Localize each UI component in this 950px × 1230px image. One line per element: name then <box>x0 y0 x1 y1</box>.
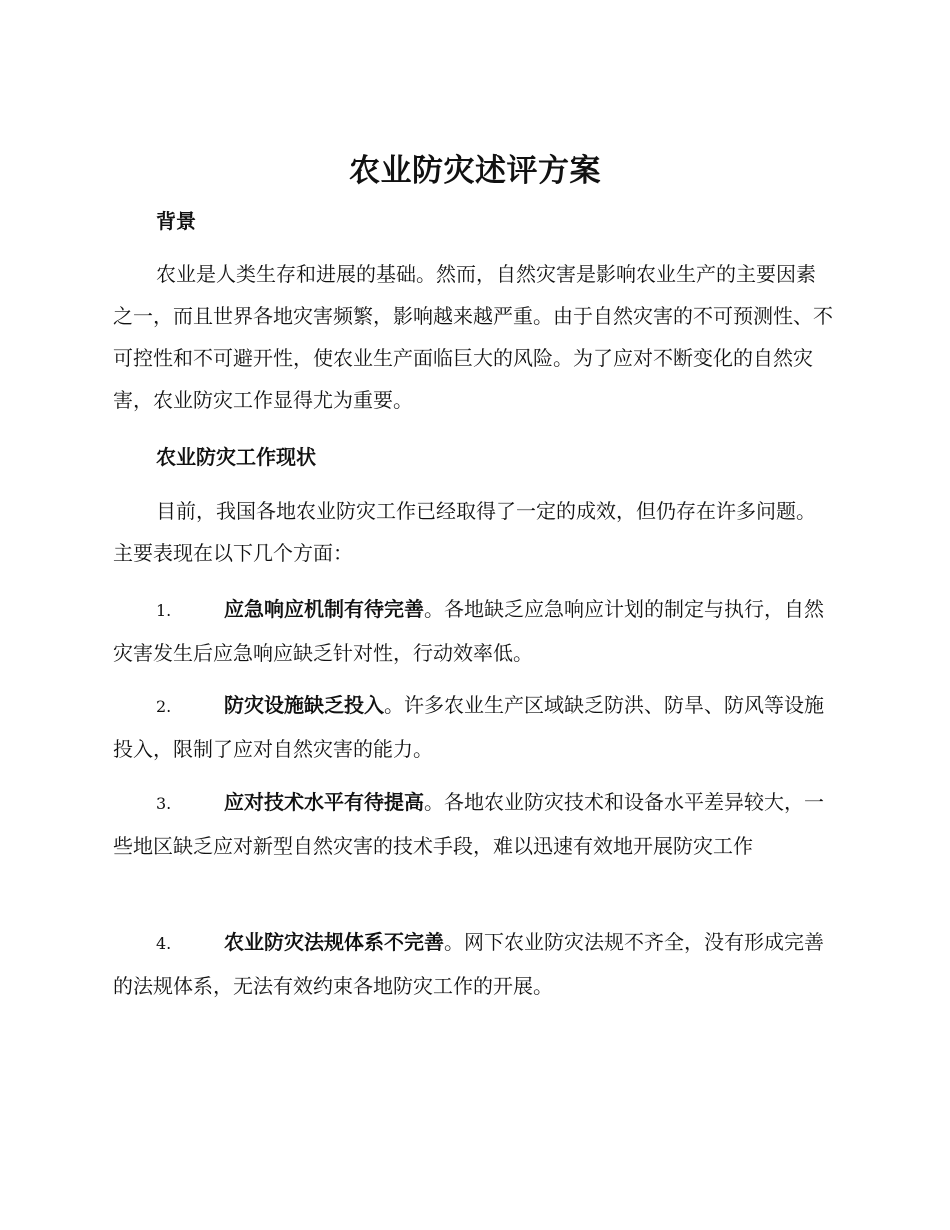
list-item-lead: 应对技术水平有待提高 <box>224 790 424 814</box>
section-heading-background: 背景 <box>156 209 196 233</box>
list-item-3 <box>113 781 833 867</box>
list-item-number: 3. <box>156 794 172 813</box>
list-item-text: 。各地农业防灾技术和设备水平差异较大，一些地区缺乏应对新型自然灾害的技术手段，难以迅速有效地开展防灾工作 <box>113 790 824 858</box>
list-item-text: 。各地缺乏应急响应计划的制定与执行，自然灾害发生后应急响应缺乏针对性，行动效率低。 <box>113 597 824 665</box>
list-item-number: 2. <box>156 697 172 716</box>
list-item-text: 。网下农业防灾法规不齐全，没有形成完善的法规体系，无法有效约束各地防灾工作的开展。 <box>113 930 824 998</box>
section-heading-status: 农业防灾工作现状 <box>156 445 316 469</box>
list-item-lead: 防灾设施缺乏投入 <box>224 693 384 717</box>
status-paragraph: 目前，我国各地农业防灾工作已经取得了一定的成效，但仍存在许多问题。主要表现在以下几个方面： <box>113 499 816 565</box>
list-item-1 <box>113 588 833 674</box>
list-item-4 <box>113 921 833 1007</box>
list-item-number: 1. <box>156 601 172 620</box>
list-item-text: 。许多农业生产区域缺乏防洪、防旱、防风等设施投入，限制了应对自然灾害的能力。 <box>113 693 824 761</box>
list-item-2 <box>113 684 833 770</box>
list-item-lead: 应急响应机制有待完善 <box>224 597 424 621</box>
list-item-lead: 农业防灾法规体系不完善 <box>224 930 444 954</box>
document-title: 农业防灾述评方案 <box>349 153 601 189</box>
background-paragraph: 农业是人类生存和进展的基础。然而，自然灾害是影响农业生产的主要因素之一，而且世界各地灾害频繁，影响越来越严重。由于自然灾害的不可预测性、不可控性和不可避开性，使农业生产面临巨大的风险。为了应对不断变化的自然灾害，农业防灾工作显得尤为重要。 <box>113 262 833 412</box>
list-item-number: 4. <box>156 934 172 953</box>
